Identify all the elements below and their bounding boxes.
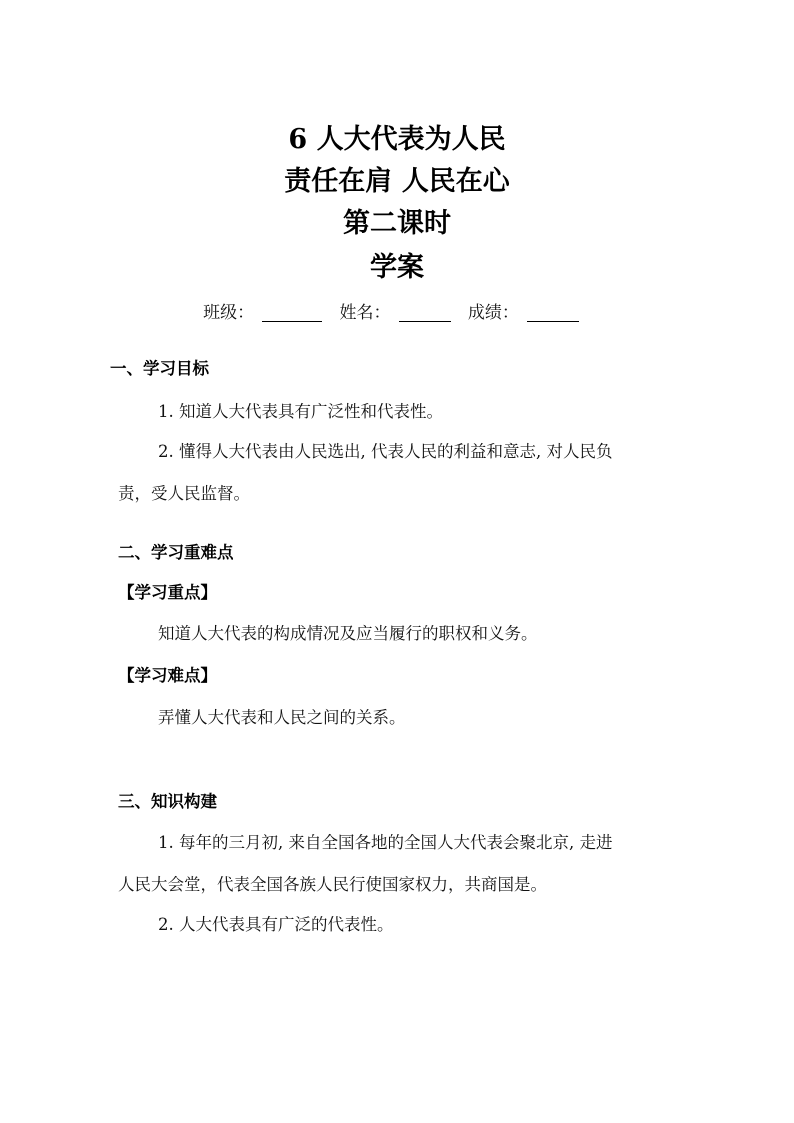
goal-item-1: 1. 知道人大代表具有广泛性和代表性。 (158, 402, 443, 421)
difficulty-text: 弄懂人大代表和人民之间的关系。 (158, 708, 406, 727)
lesson-title: 6 人大代表为人民 (288, 124, 506, 155)
knowledge-item-2: 2. 人大代表具有广泛的代表性。 (158, 915, 394, 934)
score-field[interactable] (527, 303, 579, 322)
knowledge-item-1-line-1: 1. 每年的三月初, 来自全国各地的全国人大代表会聚北京, 走进 (158, 833, 613, 852)
knowledge-item-1-line-2: 人民大会堂，代表全国各族人民行使国家权力，共商国是。 (118, 875, 547, 894)
goal-item-2-line-1: 2. 懂得人大代表由人民选出, 代表人民的利益和意志, 对人民负 (158, 442, 613, 461)
student-info-row (0, 298, 794, 323)
section-heading-knowledge: 三、知识构建 (118, 792, 217, 811)
focus-text: 知道人大代表的构成情况及应当履行的职权和义务。 (158, 624, 538, 643)
score-label: 成绩： (467, 303, 519, 323)
goal-item-2-line-2: 责，受人民监督。 (118, 484, 250, 503)
difficulty-label: 【学习难点】 (118, 666, 217, 685)
focus-label: 【学习重点】 (118, 583, 217, 602)
class-field[interactable] (262, 303, 322, 322)
lesson-subtitle: 责任在肩 人民在心 (284, 166, 510, 197)
class-label: 班级： (203, 303, 255, 323)
section-heading-key-points: 二、学习重难点 (118, 543, 234, 562)
section-heading-goals: 一、学习目标 (110, 359, 209, 378)
lesson-period: 第二课时 (343, 208, 451, 239)
document-type: 学案 (370, 252, 424, 283)
name-label: 姓名： (339, 303, 391, 323)
name-field[interactable] (399, 303, 451, 322)
